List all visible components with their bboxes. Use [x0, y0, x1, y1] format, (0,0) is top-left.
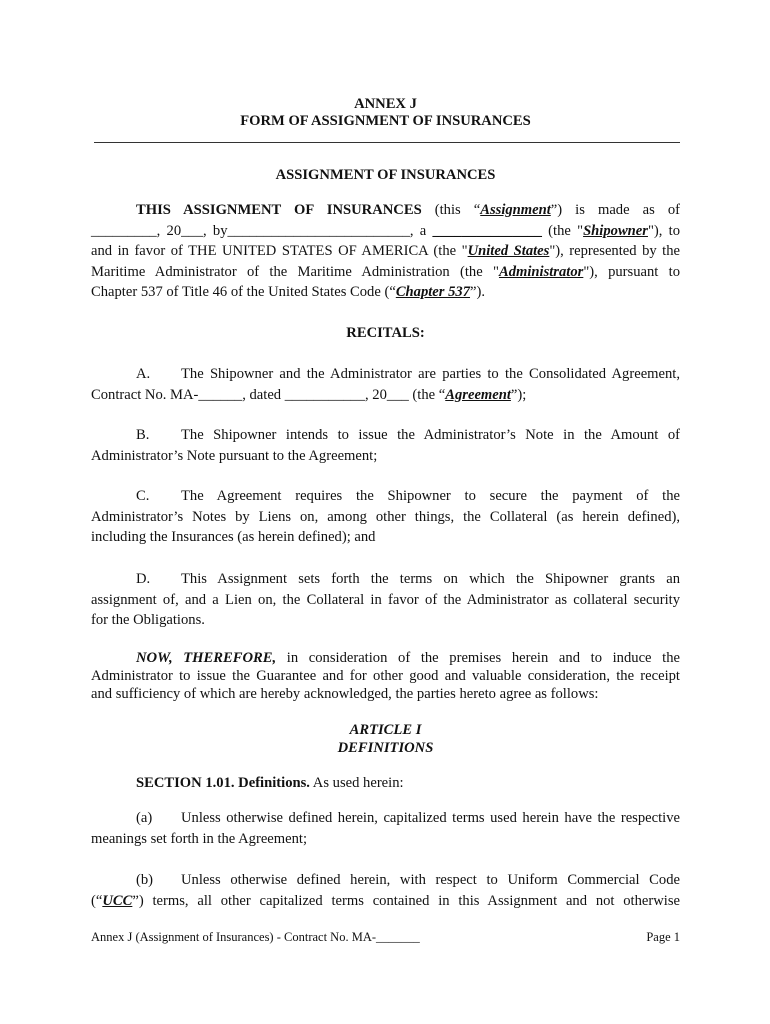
therefore-paragraph: NOW, THEREFORE, in consideration of the premises herein and to induce the Administrator to issue the Guarantee and for other good and valuable consideration, the receipt and sufficiency of which are hereby acknowledged, the parties hereto agree as follows: — [91, 650, 680, 702]
recitals-heading: RECITALS: — [346, 325, 425, 341]
recital-d: D. This Assignment sets forth the terms on which the Shipowner grants an assignment of, and a Lien on, the Collateral in favor of the Administrator as collateral security for the Obligations. — [91, 571, 680, 628]
section-clause-a: (a) Unless otherwise defined herein, capitalized terms used herein have the respective meanings set forth in the Agreement; — [91, 810, 680, 847]
defined-term: Chapter 537 — [395, 284, 471, 300]
document-page — [91, 0, 680, 1024]
section-clause-b: (b) Unless otherwise defined herein, with respect to Uniform Commercial Code (“UCC”) terms, all other capitalized terms contained in this Assignment and not otherwise — [91, 872, 680, 909]
recital-c: C. The Agreement requires the Shipowner to secure the payment of the Administrator’s Notes by Liens on, among other things, the Collateral (as herein defined), including the Insurances (as herein defined); and — [91, 488, 680, 545]
recital-b: B. The Shipowner intends to issue the Administrator’s Note in the Amount of Administrator’s Note pursuant to the Agreement; — [91, 427, 680, 464]
defined-term: Agreement — [445, 386, 511, 403]
footer-reference: Annex J (Assignment of Insurances) - Contract No. MA-_______ — [91, 930, 420, 944]
article-number: ARTICLE I — [349, 722, 422, 738]
page-number: Page 1 — [646, 930, 680, 944]
section-1-01: SECTION 1.01. Definitions. As used herein: — [136, 775, 404, 791]
form-title: FORM OF ASSIGNMENT OF INSURANCES — [240, 113, 531, 129]
defined-term: Assignment — [480, 202, 551, 218]
intro-paragraph: THIS ASSIGNMENT OF INSURANCES (this “Assignment”) is made as of _________, 20___, by_________________________, a _______________ (the "Shipowner"), to and in favor of THE UNITED STATES OF AMERICA (the "United States"), represented by the Maritime Administrator of the Maritime Administration (the "Administrator"), pursuant to Chapter 537 of Title 46 of the United States Code (“Chapter 537”). — [91, 202, 680, 300]
annex-label: ANNEX J — [354, 96, 417, 112]
defined-term: United States — [467, 243, 550, 259]
document-title: ASSIGNMENT OF INSURANCES — [275, 167, 496, 183]
defined-term: UCC — [102, 892, 133, 909]
article-title: DEFINITIONS — [337, 740, 434, 756]
header-rule — [94, 142, 680, 143]
defined-term: Shipowner — [583, 222, 648, 239]
section-label: SECTION 1.01. Definitions. — [136, 775, 310, 791]
recital-a: A. The Shipowner and the Administrator are parties to the Consolidated Agreement, Contract No. MA-______, dated ___________, 20___ (the “Agreement”); — [91, 366, 680, 403]
defined-term: Administrator — [498, 263, 584, 280]
intro-lead: THIS ASSIGNMENT OF INSURANCES — [136, 202, 422, 218]
